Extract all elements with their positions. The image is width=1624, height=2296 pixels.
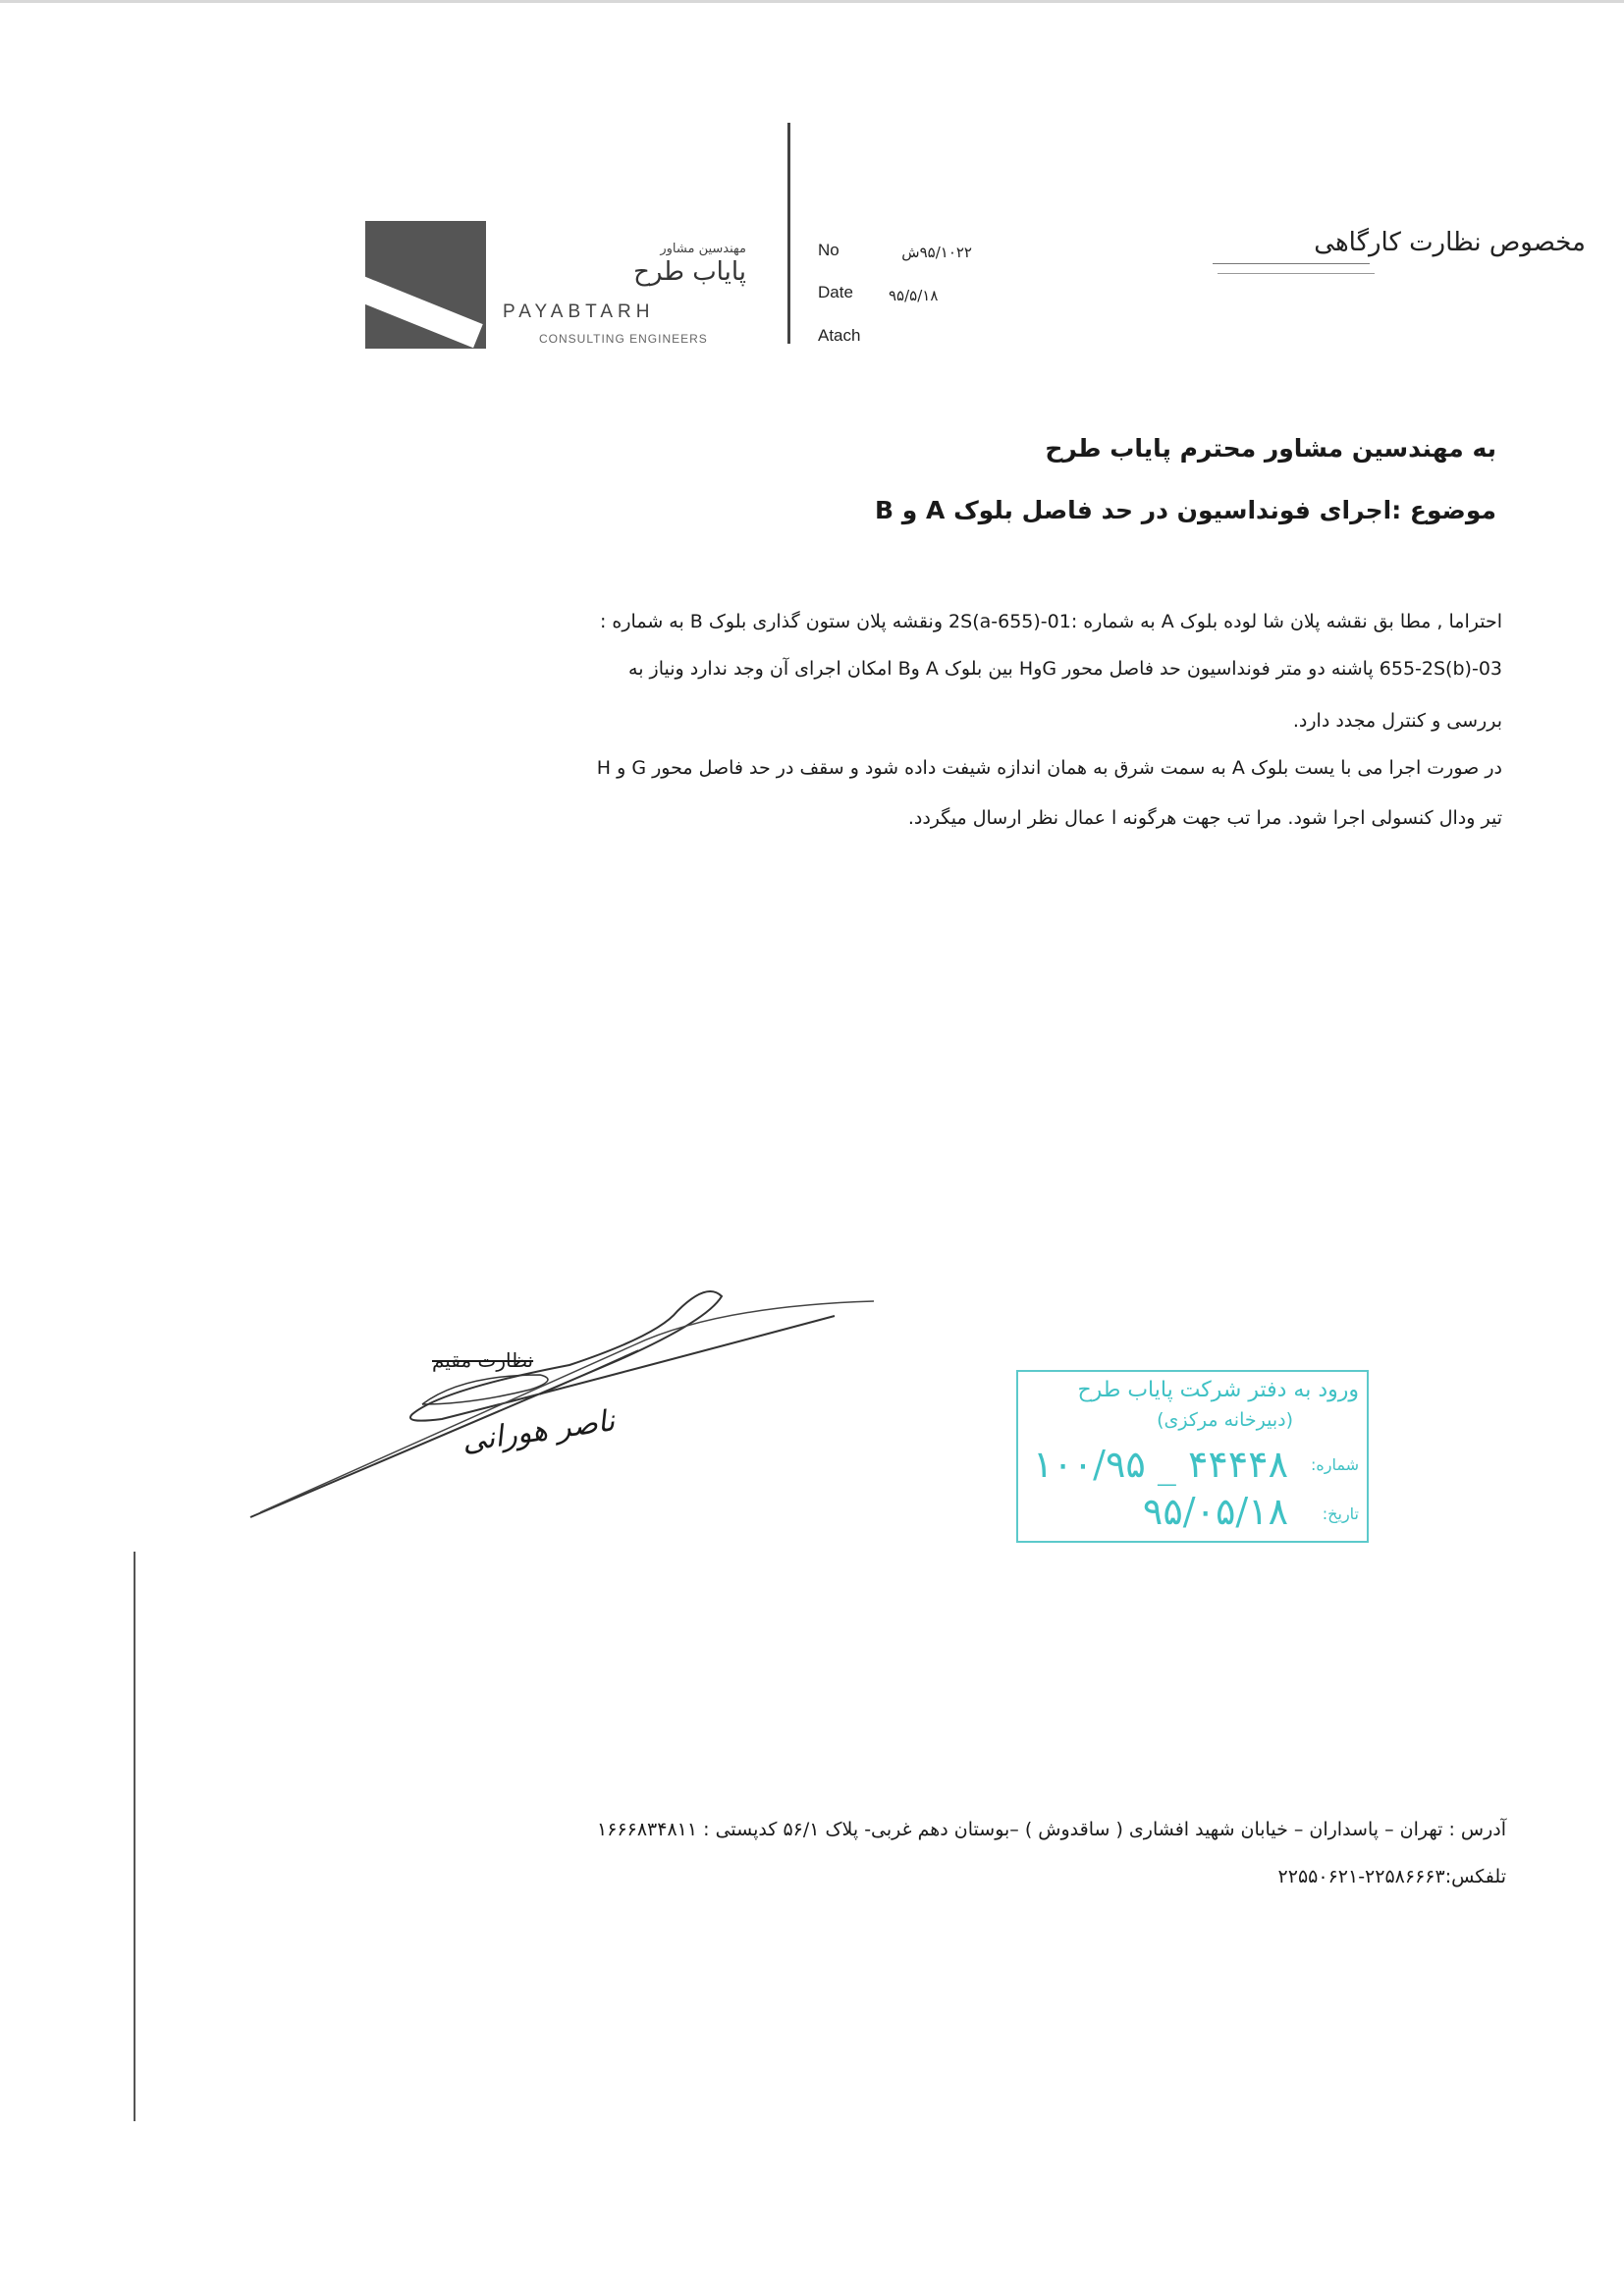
company-logo-mark <box>365 221 486 349</box>
attach-label: Atach <box>818 326 861 345</box>
receipt-stamp <box>1016 1370 1369 1543</box>
stamp-date-label: تاریخ: <box>1322 1504 1359 1523</box>
header-divider <box>787 123 790 344</box>
body-line: 03-(655-2S(b پاشنه دو متر فونداسیون حد فاصل محور GوH بین بلوک A وB امکان اجرای آن وجد ندارد ونیاز به <box>628 658 1502 680</box>
body-line: احتراما , مطا بق نقشه پلان شا لوده بلوک A به شماره :01-(655-2S(a ونقشه پلان ستون گذاری بلوک B به شماره : <box>599 611 1502 632</box>
logo-subtitle-fa: مهندسین مشاور <box>660 242 746 256</box>
signatory-name: ناصر هورانی <box>460 1403 618 1459</box>
date-value: ۹۵/۵/۱۸ <box>889 287 939 304</box>
body-line: بررسی و کنترل مجدد دارد. <box>1292 710 1502 732</box>
confidential-heading: مخصوص نظارت کارگاهی <box>1314 228 1586 257</box>
salutation: به مهندسین مشاور محترم پایاب طرح <box>1045 434 1496 463</box>
logo-name-fa: پایاب طرح <box>633 257 746 287</box>
logo-name-en: PAYABTARH <box>503 301 655 322</box>
no-label: No <box>818 241 839 259</box>
stamp-number-value: ۱۰۰/۹۵ _ ۴۴۴۴۸ <box>1032 1443 1288 1486</box>
signature-scribble <box>245 1267 884 1532</box>
signatory-title: نظارت مقیم <box>432 1348 534 1372</box>
footer-telfax: تلفکس:۲۲۵۸۶۶۶۳-۲۲۵۵۰۶۲۱ <box>1277 1866 1506 1887</box>
stamp-number-label: شماره: <box>1310 1455 1359 1474</box>
page-top-border <box>0 0 1624 3</box>
subject-line: موضوع :اجرای فونداسیون در حد فاصل بلوک A و B <box>875 496 1496 524</box>
date-label: Date <box>818 283 853 301</box>
no-value: ۹۵/۱۰۲۲ش <box>901 244 972 261</box>
footer-address: آدرس : تهران – پاسداران – خیابان شهید افشاری ( ساقدوش ) –بوستان دهم غربی- پلاک ۵۶/۱ کدپستی : ۱۶۶۶۸۳۴۸۱۱ <box>597 1819 1506 1840</box>
body-line: تیر ودال کنسولی اجرا شود. مرا تب جهت هرگونه ا عمال نظر ارسال میگردد. <box>907 807 1502 829</box>
underline <box>1213 263 1370 264</box>
stamp-line1: ورود به دفتر شرکت پایاب طرح <box>1077 1378 1359 1402</box>
margin-line <box>134 1552 135 2121</box>
stamp-date-value: ۹۵/۰۵/۱۸ <box>1142 1490 1288 1533</box>
logo-subtitle-en: CONSULTING ENGINEERS <box>539 332 708 346</box>
underline <box>1218 273 1375 274</box>
body-line: در صورت اجرا می با یست بلوک A به سمت شرق به همان اندازه شیفت داده شود و سقف در حد فاصل محور G و H <box>596 757 1502 779</box>
stamp-line2: (دبیرخانه مرکزی) <box>1157 1409 1293 1431</box>
